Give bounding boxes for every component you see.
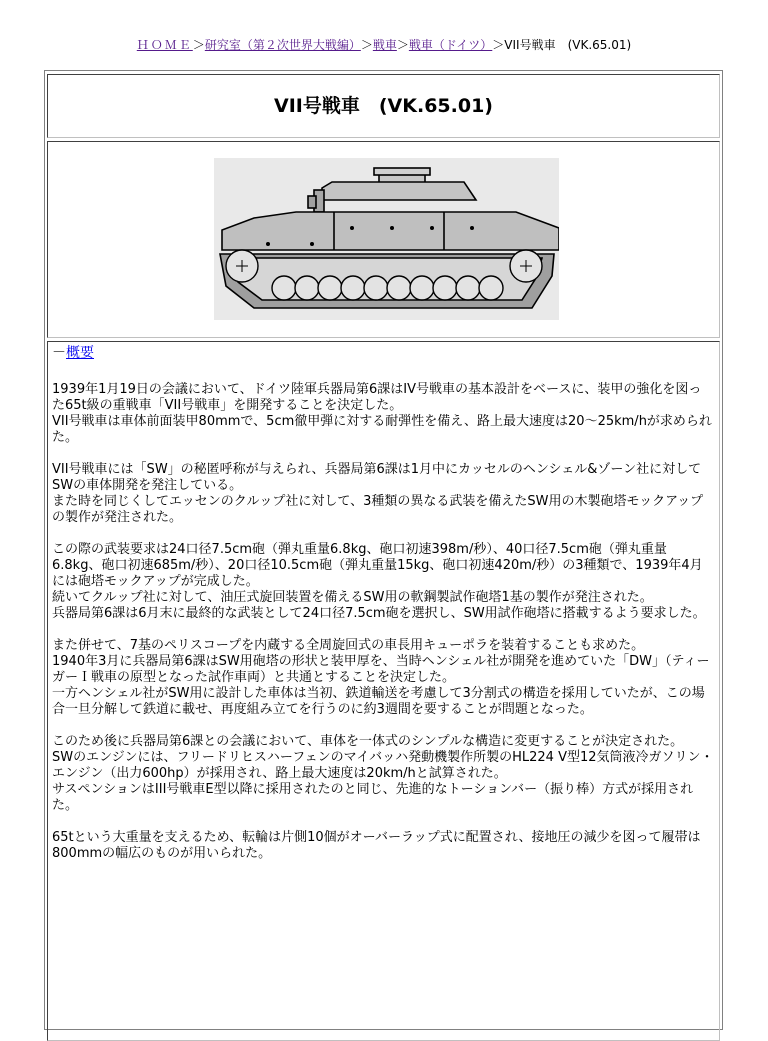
breadcrumb-german-tanks-link[interactable]: 戦車（ドイツ） [408, 38, 493, 52]
title-cell [47, 74, 720, 138]
breadcrumb-separator: ＞ [360, 38, 373, 52]
breadcrumb-separator: ＞ [396, 38, 409, 52]
breadcrumb-current: VII号戦車 (VK.65.01) [504, 38, 632, 52]
text-line: 65tという大重量を支えるため、転輪は片側10個がオーバーラップ式に配置され、接地圧の減少を図って履帯は800mmの幅広のものが用いられた。 [52, 830, 701, 861]
content-table [44, 70, 723, 1030]
text-line: このため後に兵器局第6課との会議において、車体を一体式のシンプルな構造に変更することが決定された。 [52, 734, 684, 749]
text-line: この際の武装要求は24口径7.5cm砲（弾丸重量6.8kg、砲口初速398m/秒）、40口径7.5cm砲（弾丸重量6.8kg、砲口初速685m/秒）、20口径10.5cm砲（弾丸重量15kg、砲口初速420m/秒）の3種類で、1939年4月には砲塔モックアップが完成した。 [52, 542, 703, 589]
page-title: VII号戦車 (VK.65.01) [274, 95, 493, 117]
tank-illustration [214, 158, 559, 320]
paragraph [52, 734, 714, 814]
text-line: 1940年3月に兵器局第6課はSW用砲塔の形状と装甲厚を、当時ヘンシェル社が開発を進めていた「DW」（ティーガーＩ戦車の原型となった試作車両）と共通とすることを決定した。 [52, 654, 710, 685]
description-cell [47, 341, 720, 1041]
breadcrumb-separator: ＞ [192, 38, 205, 52]
text-line: 兵器局第6課は6月末に最終的な武装として24口径7.5cm砲を選択し、SW用試作砲塔に搭載するよう要求した。 [52, 606, 706, 621]
text-line: 一方ヘンシェル社がSW用に設計した車体は当初、鉄道輸送を考慮して3分割式の構造を採用していたが、この場合一旦分解して鉄道に載せ、再度組み立てを行うのに約3週間を要することが問題となった。 [52, 686, 705, 717]
text-line: また併せて、7基のペリスコープを内蔵する全周旋回式の車長用キューポラを装着することも求めた。 [52, 638, 645, 653]
text-line: 1939年1月19日の会議において、ドイツ陸軍兵器局第6課はIV号戦車の基本設計をベースに、装甲の強化を図った65t級の重戦車「VII号戦車」を開発することを決定した。 [52, 382, 702, 413]
text-line: VII号戦車は車体前面装甲80mmで、5cm徹甲弾に対する耐弾性を備え、路上最大速度は20～25km/hが求められた。 [52, 414, 712, 445]
image-cell [47, 141, 720, 338]
tank-drawing [214, 158, 559, 320]
text-line: 続いてクルップ社に対して、油圧式旋回装置を備えるSW用の軟鋼製試作砲塔1基の製作が発注された。 [52, 590, 653, 605]
paragraph [52, 638, 714, 718]
breadcrumb-tanks-link[interactable]: 戦車 [372, 38, 397, 52]
text-line: VII号戦車には「SW」の秘匿呼称が与えられ、兵器局第6課は1月中にカッセルのヘンシェル&ゾーン社に対してSWの車体開発を発注している。 [52, 462, 702, 493]
breadcrumb-home-link[interactable]: ＨＯＭＥ [136, 38, 193, 52]
text-line: SWのエンジンには、フリードリヒスハーフェンのマイバッハ発動機製作所製のHL224 V型12気筒液冷ガソリン・エンジン（出力600hp）が採用され、路上最大速度は20km/hと試算された。 [52, 750, 714, 781]
breadcrumb [0, 36, 768, 53]
text-line: また時を同じくしてエッセンのクルップ社に対して、3種類の異なる武装を備えたSW用の木製砲塔モックアップの製作が発注された。 [52, 494, 704, 525]
paragraph [52, 462, 714, 526]
section-heading [52, 343, 714, 363]
breadcrumb-separator: ＞ [492, 38, 505, 52]
paragraph [52, 830, 714, 862]
paragraph [52, 382, 714, 446]
text-line: サスペンションはIII号戦車E型以降に採用されたのと同じ、先進的なトーションバー（振り棒）方式が採用された。 [52, 782, 694, 813]
breadcrumb-lab-link[interactable]: 研究室（第２次世界大戦編） [204, 38, 361, 52]
paragraph [52, 542, 714, 622]
overview-link[interactable]: 概要 [66, 345, 94, 361]
heading-prefix: － [52, 345, 66, 361]
